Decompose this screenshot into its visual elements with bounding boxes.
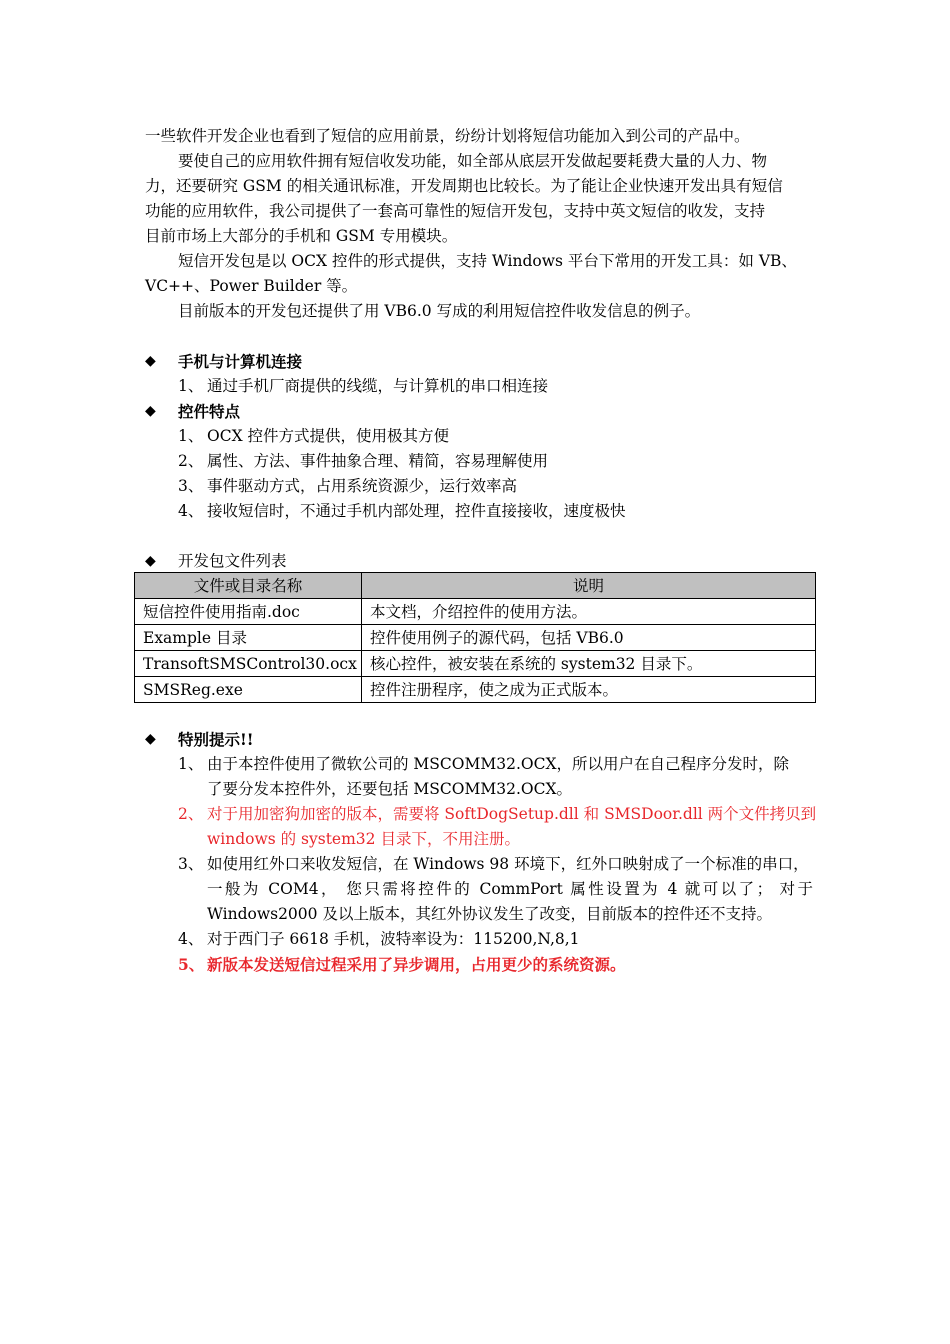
table-header-name: 文件或目录名称 (135, 573, 362, 599)
list-item: 1、 OCX 控件方式提供，使用极其方便 (178, 427, 450, 445)
intro-p3-line2: VC++、Power Builder 等。 (145, 277, 358, 295)
intro-p2-line2: 力，还要研究 GSM 的相关通讯标准，开发周期也比较长。为了能让企业快速开发出具有短信 (145, 177, 783, 195)
intro-p2-line3: 功能的应用软件，我公司提供了一套高可靠性的短信开发包，支持中英文短信的收发，支持 (145, 202, 766, 220)
list-item: 3、 事件驱动方式，占用系统资源少，运行效率高 (178, 477, 518, 495)
intro-p2-line1: 要使自己的应用软件拥有短信收发功能，如全部从底层开发做起要耗费大量的人力、物 (178, 152, 768, 170)
table-row: Example 目录 控件使用例子的源代码，包括 VB6.0 (135, 625, 816, 651)
section-features-heading (145, 399, 815, 424)
file-list-table (134, 572, 816, 703)
diamond-bullet-icon: ◆ (145, 403, 156, 419)
table-header-desc: 说明 (362, 573, 816, 599)
table-row: TransoftSMSControl30.ocx 核心控件，被安装在系统的 system32 目录下。 (135, 651, 816, 677)
diamond-bullet-icon: ◆ (145, 731, 156, 747)
section-files-title: 开发包文件列表 (178, 552, 287, 570)
note-item-4: 4、 对于西门子 6618 手机，波特率设为：115200,N,8,1 (178, 930, 580, 948)
intro-p1-line1: 一些软件开发企业也看到了短信的应用前景，纷纷计划将短信功能加入到公司的产品中。 (145, 127, 750, 145)
note-item-1: 1、 由于本控件使用了微软公司的 MSCOMM32.OCX，所以用户在自己程序分发时，除 了要分发本控件外，还要包括 MSCOMM32.OCX。 (178, 755, 789, 798)
list-item: 1、 通过手机厂商提供的线缆，与计算机的串口相连接 (178, 377, 549, 395)
note-item-3: 3、 如使用红外口来收发短信，在 Windows 98 环境下，红外口映射成了一个标准的串口， 一般为 COM4， 您只需将控件的 CommPort 属性设置为 4 就可以了； 对于 Windows2000 及以上版本，其红外协议发生了改变，目前版本的控件还不支持。 (178, 855, 813, 923)
section-files-heading (145, 549, 815, 574)
table-row: 短信控件使用指南.doc 本文档，介绍控件的使用方法。 (135, 599, 816, 625)
table-header-row (135, 573, 816, 599)
section-connect-title: 手机与计算机连接 (178, 352, 303, 371)
note-item-2: 2、 对于用加密狗加密的版本，需要将 SoftDogSetup.dll 和 SMSDoor.dll 两个文件拷贝到 windows 的 system32 目录下，不用注册。 (178, 805, 817, 848)
section-connect-heading (145, 349, 815, 374)
intro-p2-line4: 目前市场上大部分的手机和 GSM 专用模块。 (145, 227, 458, 245)
table-row: SMSReg.exe 控件注册程序，使之成为正式版本。 (135, 677, 816, 703)
intro-p4-line1: 目前版本的开发包还提供了用 VB6.0 写成的利用短信控件收发信息的例子。 (178, 302, 701, 320)
notes-section (145, 727, 815, 977)
list-item: 4、 接收短信时，不通过手机内部处理，控件直接接收，速度极快 (178, 502, 626, 520)
diamond-bullet-icon: ◆ (145, 353, 156, 369)
section-notes-title: 特别提示!! (178, 730, 254, 749)
list-item: 2、 属性、方法、事件抽象合理、精简，容易理解使用 (178, 452, 549, 470)
document-body (145, 124, 815, 574)
note-item-5: 5、 新版本发送短信过程采用了异步调用，占用更少的系统资源。 (178, 955, 626, 974)
section-features-title: 控件特点 (178, 402, 241, 421)
diamond-bullet-icon: ◆ (145, 553, 156, 569)
section-notes-heading (145, 727, 815, 752)
intro-p3-line1: 短信开发包是以 OCX 控件的形式提供，支持 Windows 平台下常用的开发工具：如 VB、 (178, 252, 797, 270)
